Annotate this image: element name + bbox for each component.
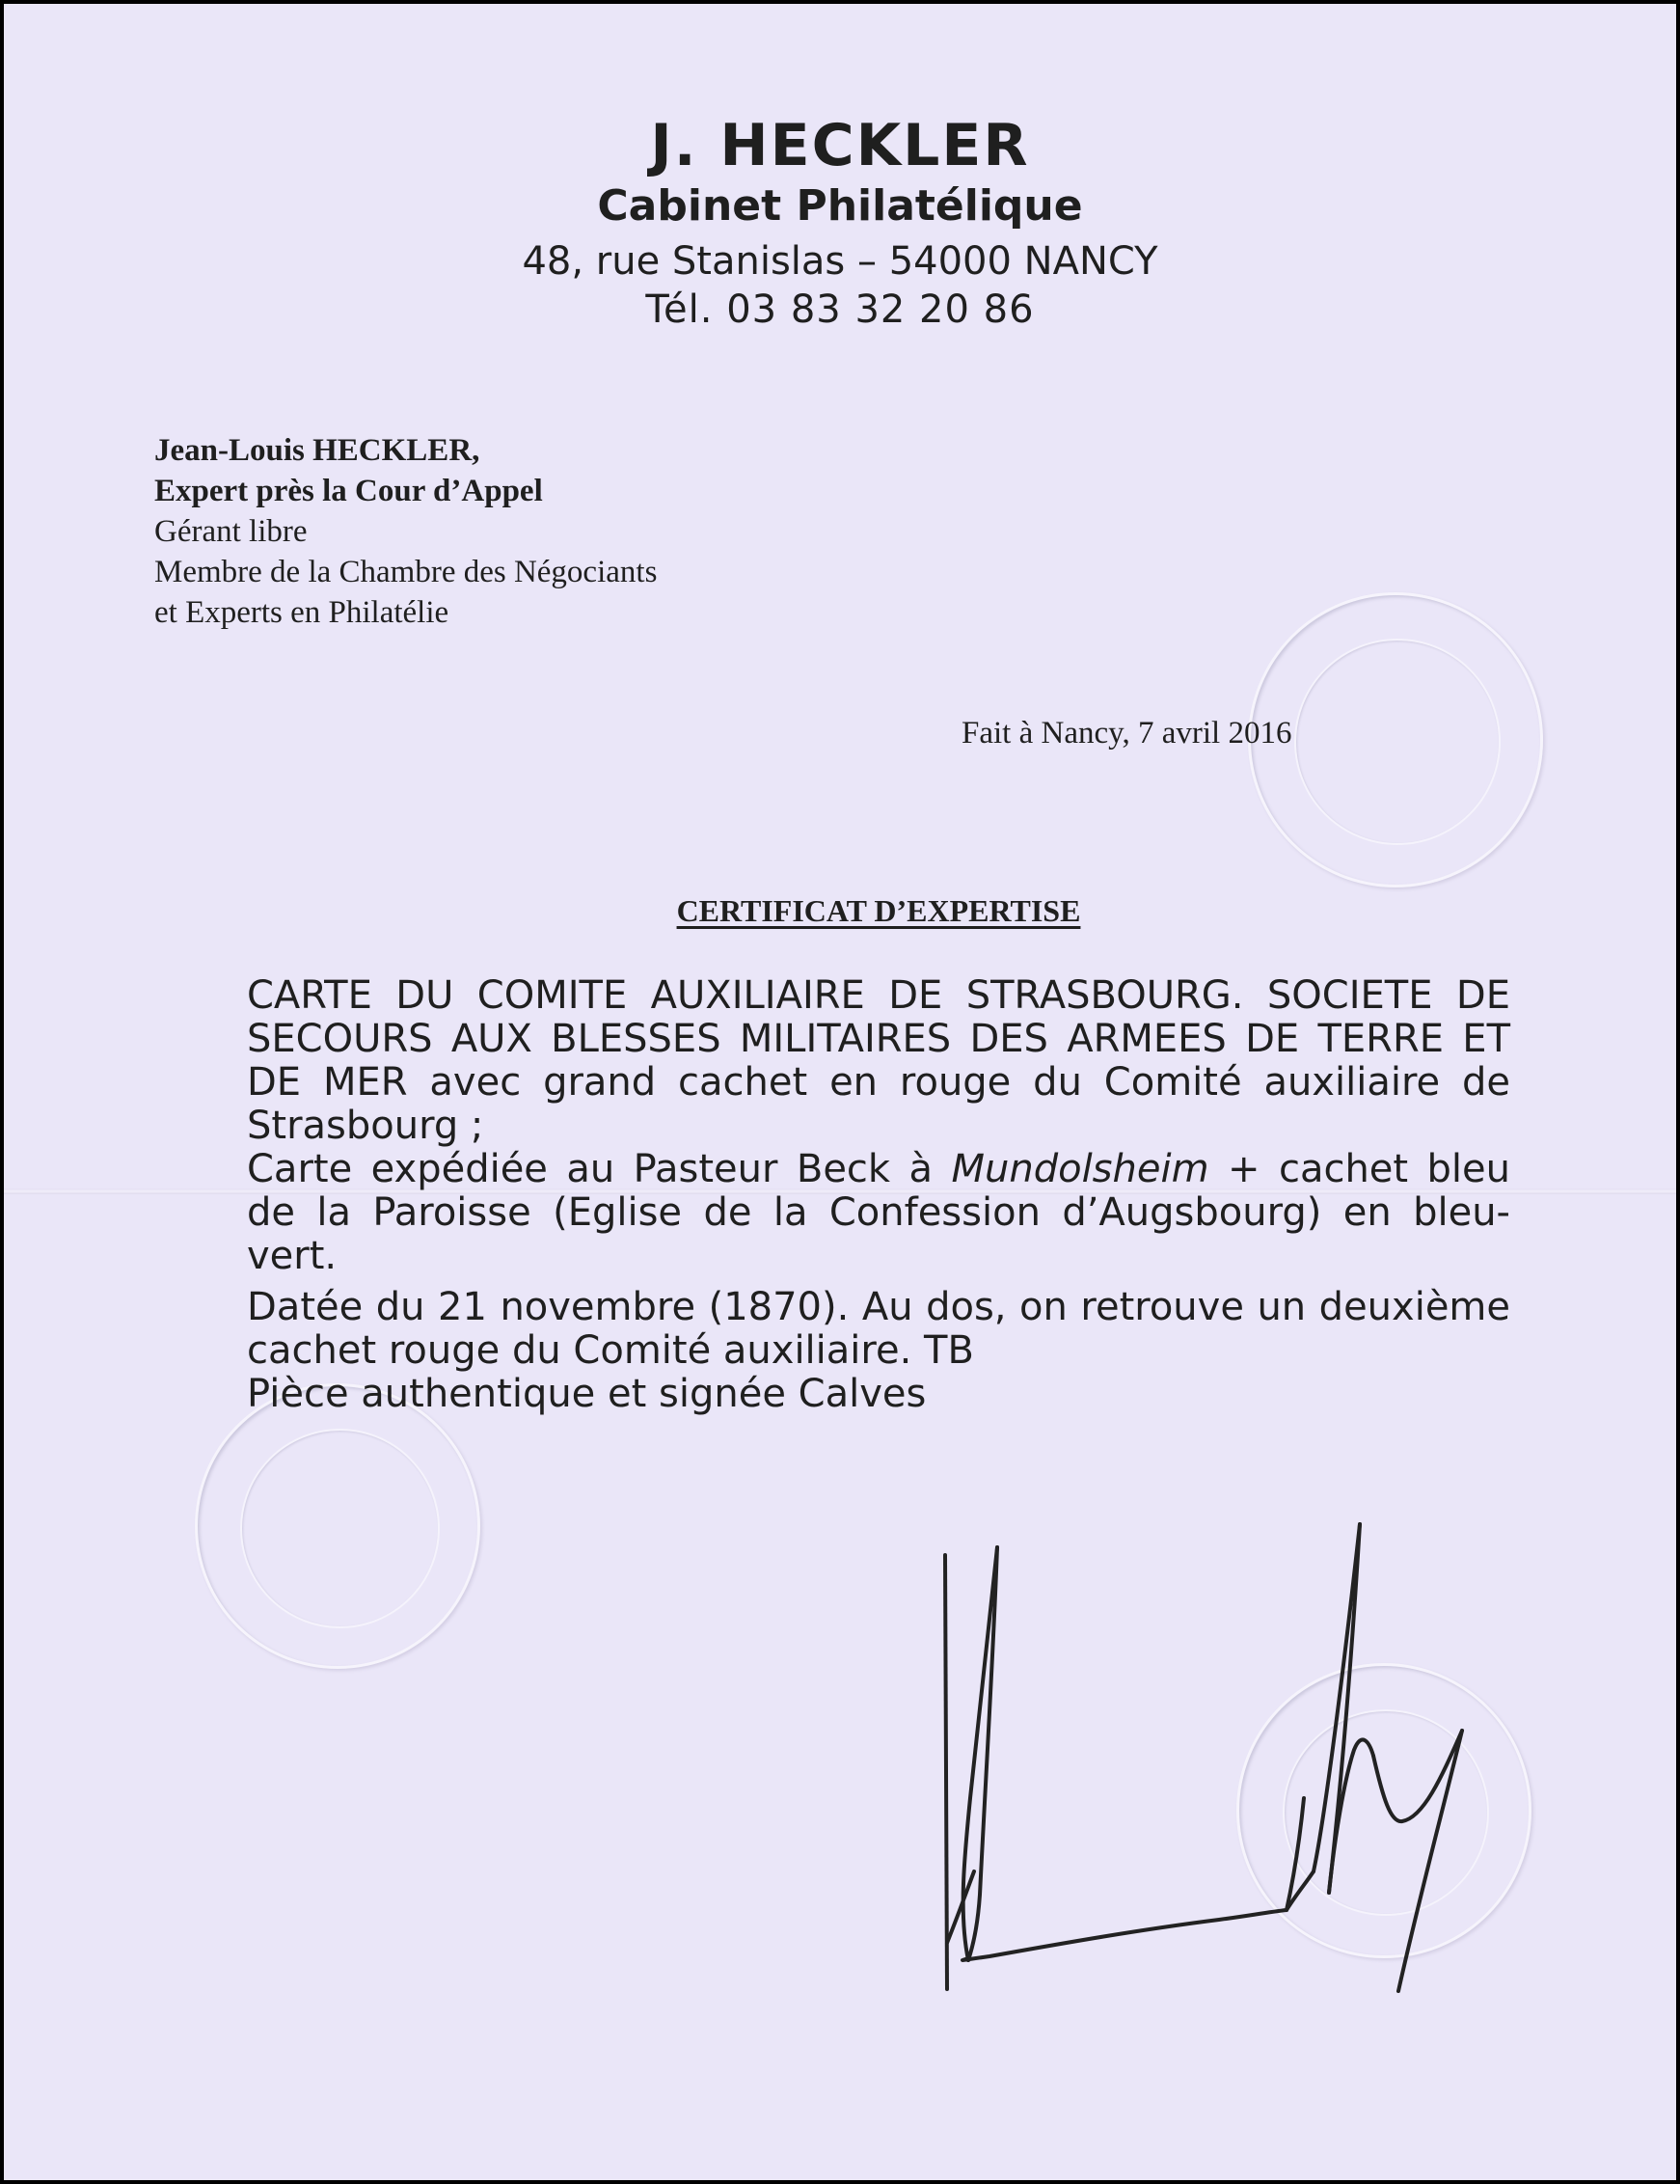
sender-role: Expert près la Cour d’Appel: [154, 474, 543, 508]
body-p2-start: Carte expédiée au Pasteur Beck à: [247, 1147, 952, 1191]
company-address: 48, rue Stanislas – 54000 NANCY: [522, 239, 1158, 284]
embossed-seal-top-right: [1248, 592, 1543, 887]
document-title: [4, 893, 1676, 929]
body-paragraph-4: Pièce authentique et signée Calves: [247, 1372, 927, 1416]
document-title-text: CERTIFICAT D’EXPERTISE: [676, 893, 1081, 928]
body-p2-place: Mundolsheim: [951, 1147, 1209, 1191]
sender-block: [154, 430, 657, 633]
company-subtitle: Cabinet Philatélique: [597, 181, 1083, 231]
body-paragraph-2: [247, 1148, 1510, 1278]
company-phone: Tél. 03 83 32 20 86: [645, 287, 1035, 332]
sender-name: Jean-Louis HECKLER,: [154, 433, 480, 468]
body-paragraph-1: CARTE DU COMITE AUXILIAIRE DE STRASBOURG. SOCIETE DE SECOURS AUX BLESSES MILITAIRES DES ARMEES DE TERRE ET DE MER avec grand cachet en rouge du Comité auxiliaire de Strasbourg ;: [247, 973, 1510, 1148]
sender-line: et Experts en Philatélie: [154, 595, 449, 630]
certificate-page: [4, 4, 1676, 2180]
certificate-body: [247, 974, 1510, 1416]
embossed-seal-left: [195, 1383, 480, 1669]
body-p2-end: + cachet bleu de la Paroisse (Eglise de la Confession d’Augsbourg) en bleu-vert.: [247, 1147, 1511, 1278]
dateline: Fait à Nancy, 7 avril 2016: [962, 716, 1292, 751]
sender-line: Gérant libre: [154, 514, 308, 549]
handwritten-signature: [930, 1489, 1489, 2010]
company-name: J. HECKLER: [650, 112, 1030, 179]
sender-line: Membre de la Chambre des Négociants: [154, 555, 658, 589]
body-paragraph-3: Datée du 21 novembre (1870). Au dos, on retrouve un deuxième cachet rouge du Comité auxiliaire. TB: [247, 1285, 1510, 1373]
